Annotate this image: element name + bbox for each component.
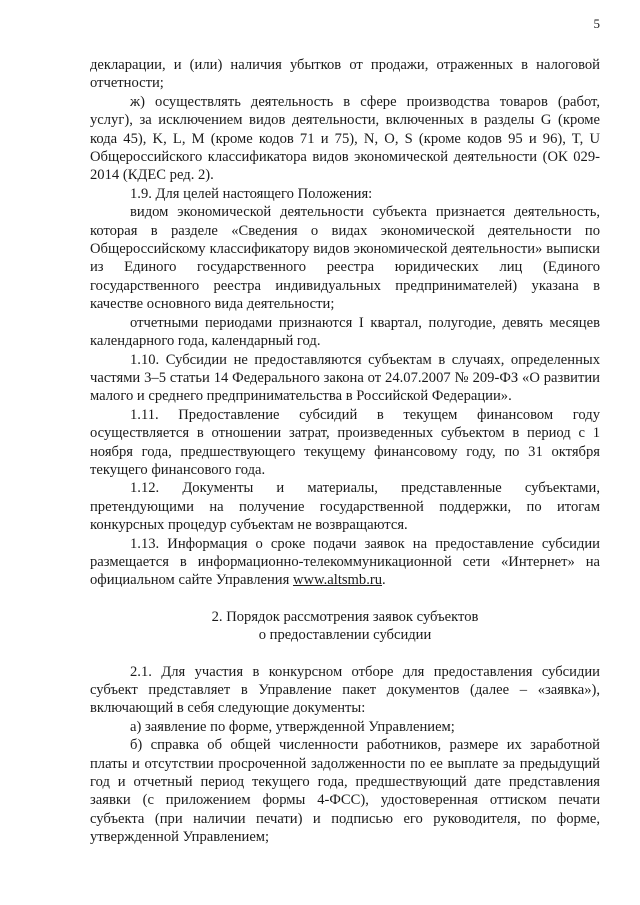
paragraph-2-1: 2.1. Для участия в конкурсном отборе для предоставления субсидии субъект представляет в Управление пакет документов (далее – «заявка»), включающий в себя следующие документы: bbox=[90, 663, 600, 717]
page-number: 5 bbox=[593, 16, 600, 31]
paragraph-1-11: 1.11. Предоставление субсидий в текущем финансовом году осуществляется в отношении затрат, произведенных субъектом в период с 1 ноября года, предшествующего текущему финансовому году, по 31 октября текущего финансового года. bbox=[90, 406, 600, 478]
paragraph-2-1-b: б) справка об общей численности работников, размере их заработной платы и отсутствии просроченной задолженности по ее выплате за предыдущий год и отчетный период текущего года, предшествующий дате представления заявки (с приложением формы 4-ФСС), удостоверенная оттиском печати субъекта (при наличии печати) и подписью его руководителя, по форме, утвержденной Управлением; bbox=[90, 737, 600, 846]
section-2-title-line-1: 2. Порядок рассмотрения заявок субъектов bbox=[211, 608, 479, 625]
paragraph-item-zh: ж) осуществлять деятельность в сфере производства товаров (работ, услуг), за исключением видов деятельности, включенных в разделы G (кроме кода 45), K, L, M (кроме кодов 71 и 75), N, O, S (кроме кодов 95 и 96), T, U Общероссийского классификатора видов экономической деятельности (ОК 029-2014 (КДЕС ред. 2). bbox=[90, 93, 600, 184]
paragraph-1-13-text: 1.13. Информация о сроке подачи заявок на предоставление субсидии размещается в информационно-телекоммуникационной сети «Интернет» на официальном сайте Управления bbox=[90, 535, 600, 589]
section-2-title-line-2: о предоставлении субсидии bbox=[258, 627, 432, 644]
document-body bbox=[90, 56, 600, 847]
paragraph-1-13 bbox=[90, 535, 600, 590]
website-link[interactable]: www.altsmb.ru bbox=[292, 572, 383, 589]
paragraph-2-1-a: а) заявление по форме, утвержденной Управлением; bbox=[130, 718, 455, 735]
paragraph-1-9: 1.9. Для целей настоящего Положения: bbox=[130, 185, 373, 202]
section-2-title bbox=[90, 608, 600, 645]
paragraph-1-12: 1.12. Документы и материалы, представленные субъектами, претендующими на получение государственной поддержки, по итогам конкурсных процедур субъектам не возвращаются. bbox=[90, 480, 600, 534]
paragraph-1-9-activity-definition: видом экономической деятельности субъекта признается деятельность, которая в разделе «Сведения о видах экономической деятельности по Общероссийскому классификатору видов экономической деятельности» выписки из Единого государственного реестра юридических лиц (Единого государственного реестра индивидуальных предпринимателей) указана в качестве основного вида деятельности; bbox=[90, 204, 600, 313]
paragraph-1-13-end: . bbox=[382, 572, 386, 589]
paragraph-1-9-reporting-periods: отчетными периодами признаются I квартал, полугодие, девять месяцев календарного года, календарный год. bbox=[90, 314, 600, 350]
paragraph-1-10: 1.10. Субсидии не предоставляются субъектам в случаях, определенных частями 3–5 статьи 14 Федерального закона от 24.07.2007 № 209-ФЗ «О развитии малого и среднего предпринимательства в Российской Федерации». bbox=[90, 351, 600, 405]
paragraph-continuation: декларации, и (или) наличия убытков от продажи, отраженных в налоговой отчетности; bbox=[90, 57, 600, 92]
